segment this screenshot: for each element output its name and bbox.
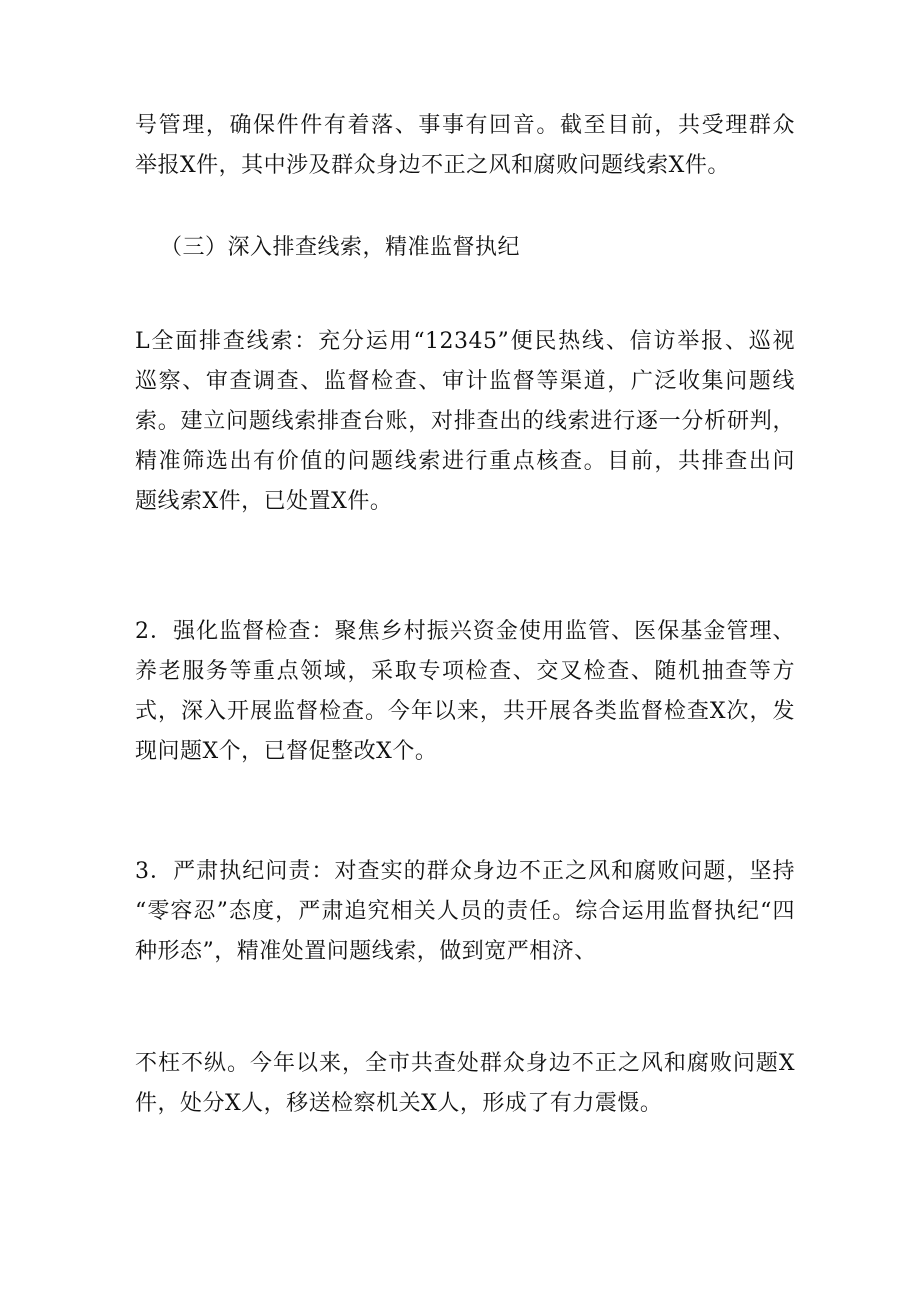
paragraph-line: 索。建立问题线索排查台账，对排查出的线索进行逐一分析研判， (135, 409, 795, 434)
paragraph-accountability-continued (135, 1044, 795, 1124)
paragraph-line: 号管理，确保件件有着落、事事有回音。截至目前，共受理群众 (135, 113, 795, 138)
paragraph-line: 种形态”，精准处置问题线索，做到宽严相济、 (135, 939, 597, 964)
paragraph-line: 件，处分X人，移送检察机关X人，形成了有力震慑。 (135, 1091, 663, 1116)
paragraph-line: 式，深入开展监督检查。今年以来，共开展各类监督检查X次，发 (135, 699, 795, 724)
paragraph-line: 养老服务等重点领域，采取专项检查、交叉检查、随机抽查等方 (135, 659, 795, 684)
paragraph-complaints-handled (135, 106, 795, 186)
section-heading: （三）深入排查线索，精准监督执纪 (160, 235, 521, 260)
paragraph-line: 题线索X件，已处置X件。 (135, 489, 393, 514)
paragraph-line: 巡察、审查调查、监督检查、审计监督等渠道，广泛收集问题线 (135, 369, 795, 394)
paragraph-supervision-inspection (135, 612, 795, 772)
paragraph-accountability (135, 852, 795, 972)
paragraph-line: 3．严肃执纪问责：对查实的群众身边不正之风和腐败问题，坚持 (135, 859, 795, 884)
paragraph-line: 现问题X个，已督促整改X个。 (135, 739, 438, 764)
paragraph-line: 2．强化监督检查：聚焦乡村振兴资金使用监管、医保基金管理、 (135, 619, 795, 644)
paragraph-line: 精准筛选出有价值的问题线索进行重点核查。目前，共排查出问 (135, 449, 795, 474)
paragraph-line: 不枉不纵。今年以来，全市共查处群众身边不正之风和腐败问题X (135, 1051, 795, 1076)
paragraph-line: “零容忍”态度，严肃追究相关人员的责任。综合运用监督执纪“四 (135, 899, 795, 924)
paragraph-line: 举报X件，其中涉及群众身边不正之风和腐败问题线索X件。 (135, 153, 730, 178)
paragraph-investigate-clues (135, 322, 795, 522)
paragraph-line: L全面排查线索：充分运用“12345”便民热线、信访举报、巡视 (135, 329, 795, 354)
